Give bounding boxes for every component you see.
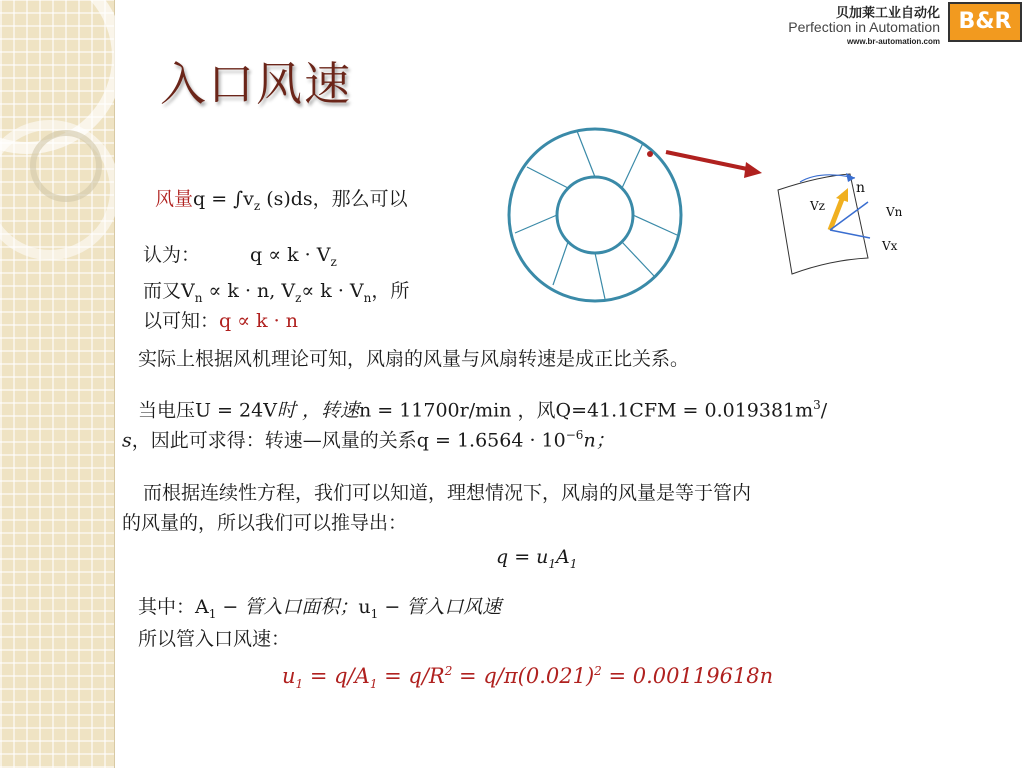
text-fragment: 而又V (143, 280, 195, 302)
text-fragment: u (358, 596, 371, 618)
flow-label: 风量 (155, 188, 194, 210)
math-fragment: ∝ k · n, V (202, 280, 296, 302)
math-fragment: q = u (496, 546, 549, 568)
text-fragment: 管入口面积； (244, 596, 359, 618)
br-logo-icon: B&R (948, 2, 1022, 42)
math-fragment: = q/A (303, 664, 370, 688)
subscript: n (363, 290, 372, 305)
math-fragment: n； (583, 429, 615, 452)
paragraph-voltage-line2 (122, 422, 615, 453)
superscript: 2 (594, 664, 602, 678)
paragraph-continuity-line2: 的风量的，所以我们可以推导出： (122, 512, 408, 534)
superscript: 2 (444, 664, 453, 678)
text-fragment: − (216, 596, 245, 618)
company-url: www.br-automation.com (846, 37, 940, 46)
math-fragment: = q/π(0.021) (452, 664, 595, 688)
text-fragment: / (820, 399, 828, 422)
subscript: 1 (370, 606, 379, 621)
subscript: 1 (548, 556, 557, 571)
text-fragment: n = 11700r/min ，风Q=41.1CFM = 0.019381m (358, 399, 814, 422)
math-fragment: s (122, 429, 132, 452)
subscript: n (194, 290, 203, 305)
decorative-left-band (0, 0, 115, 768)
final-velocity-equation (282, 658, 773, 697)
continuity-equation (496, 544, 577, 577)
company-slogan: Perfection in Automation (788, 19, 940, 35)
superscript: −6 (565, 428, 584, 442)
text-fragment: 时 ，转速 (276, 399, 359, 422)
paragraph-fan-theory: 实际上根据风机理论可知，风扇的风量与风扇转速是成正比关系。 (138, 348, 690, 370)
math-fragment: ∝ k · V (301, 280, 364, 302)
math-fragment: = q/R (377, 664, 445, 688)
conclusion-formula: q ∝ k · n (219, 310, 298, 332)
label-vx: Vx (882, 239, 898, 253)
text-fragment: 当电压U = 24V (138, 399, 277, 422)
variable-definitions (138, 594, 501, 627)
conclusion-line (143, 308, 298, 334)
company-logo-block (774, 0, 1024, 50)
flow-formula-rest: (s)ds，那么可以 (266, 188, 408, 210)
flow-formula: q = ∫v (193, 188, 254, 210)
text-fragment: 以可知： (143, 310, 220, 332)
superscript: 3 (813, 398, 821, 412)
label-n: n (856, 180, 866, 196)
paragraph-voltage-line1 (138, 392, 827, 423)
paragraph-continuity-line1: 而根据连续性方程，我们可以知道，理想情况下，风扇的风量是等于管内 (143, 482, 752, 504)
text-fragment: 其中：A (138, 596, 209, 618)
flow-integral-line (155, 186, 408, 219)
math-fragment: = 0.00119618n (601, 664, 774, 688)
text-fragment: 认为： (143, 244, 201, 266)
math-fragment: q ∝ k · V (250, 244, 331, 266)
subscript: z (253, 198, 261, 213)
subscript: z (295, 290, 302, 305)
math-fragment: q = 1.6564 · 10 (416, 429, 566, 452)
subscript: 1 (369, 677, 378, 692)
subscript: 1 (295, 677, 304, 692)
decorative-ring (30, 130, 102, 202)
relation-line (143, 278, 409, 311)
subscript: 1 (569, 556, 578, 571)
text-fragment: ，因此可求得：转速—风量的关系 (131, 429, 417, 452)
text-fragment: ，所 (371, 280, 410, 302)
text-fragment: 管入口风速 (406, 596, 502, 618)
text-fragment: − (378, 596, 407, 618)
proportional-line (143, 242, 337, 275)
company-name-cn: 贝加莱工业自动化 (835, 6, 940, 21)
label-vz: Vz (810, 199, 825, 213)
math-fragment: A (556, 546, 570, 568)
slide-title: 入口风速 (160, 57, 352, 111)
label-vn: Vn (886, 205, 903, 219)
math-fragment: u (282, 664, 296, 688)
velocity-vector-diagram (640, 140, 920, 280)
subscript: 1 (208, 606, 217, 621)
so-line: 所以管入口风速： (138, 628, 291, 650)
subscript: z (330, 254, 337, 269)
